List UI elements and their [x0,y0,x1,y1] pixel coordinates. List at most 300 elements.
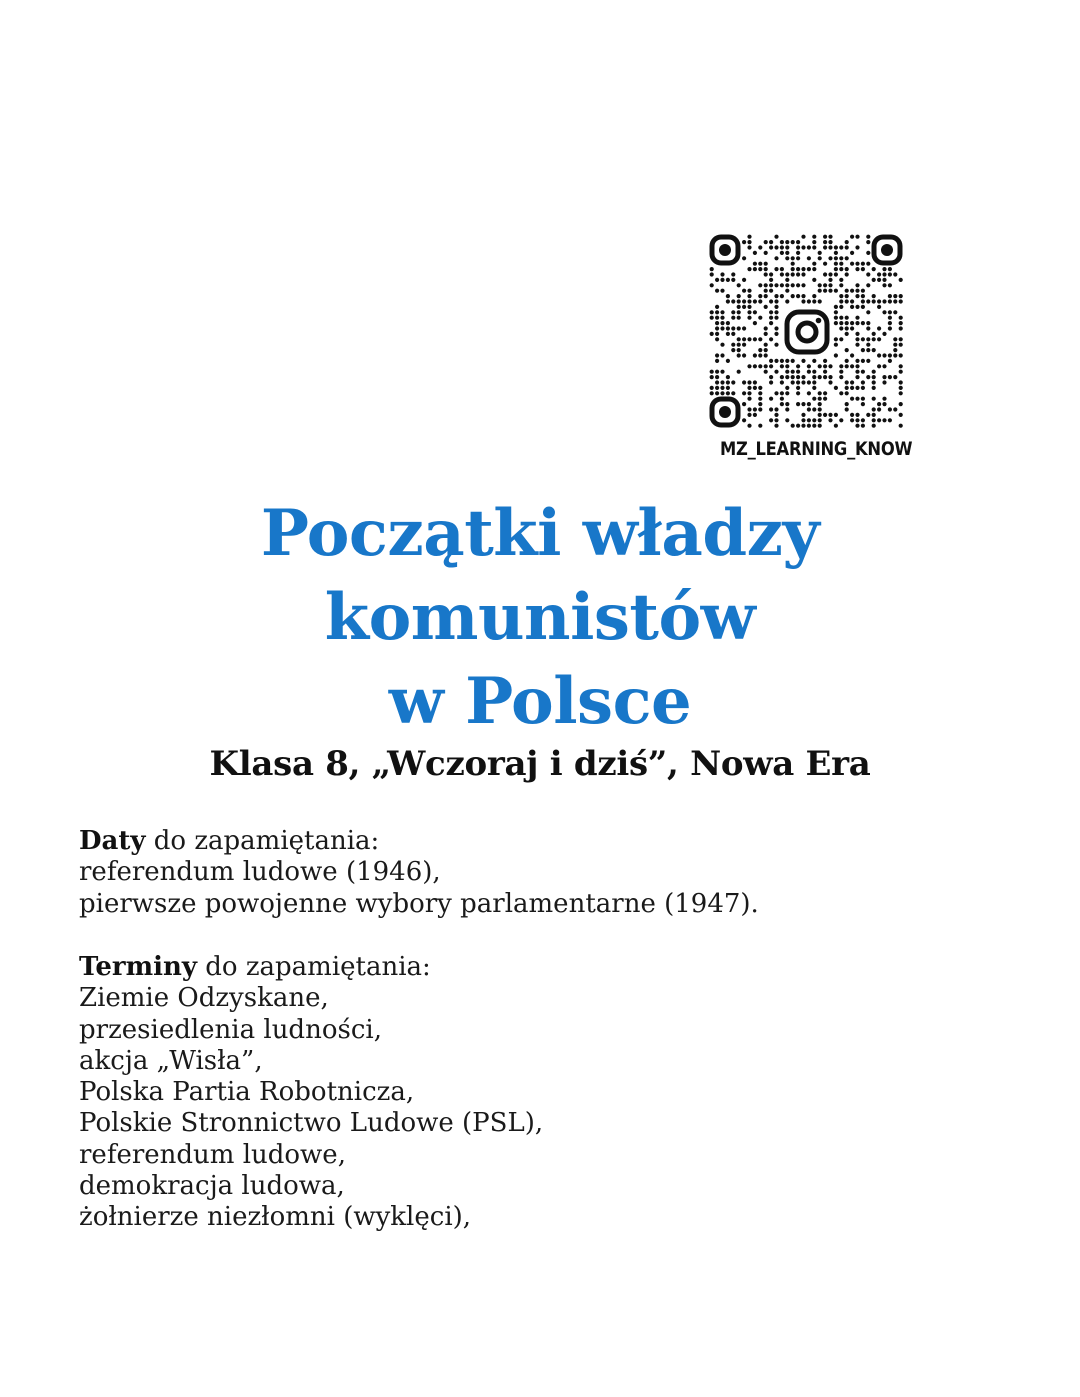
qr-dot [872,386,876,390]
qr-dot [747,305,751,309]
qr-dot [769,359,773,363]
qr-dot [818,283,822,287]
qr-dot [764,283,768,287]
qr-dot [877,305,881,309]
dates-heading-bold: Daty [79,826,146,856]
qr-dot [715,289,719,293]
qr-dot [737,337,741,341]
qr-dot [758,262,762,266]
qr-dot [785,391,789,395]
qr-dot [882,364,886,368]
qr-dot [839,262,843,266]
qr-dot [855,343,859,347]
qr-dot [747,424,751,428]
qr-dot [855,375,859,379]
qr-dot [758,337,762,341]
qr-dot [839,267,843,271]
qr-dot [715,370,719,374]
qr-dot [731,278,735,282]
qr-dot [888,359,892,363]
qr-dot [742,391,746,395]
qr-dot [747,310,751,314]
qr-dot [845,326,849,330]
qr-dot [818,413,822,417]
qr-dot [866,251,870,255]
qr-dot [872,267,876,271]
qr-dot [845,407,849,411]
qr-dot [893,343,897,347]
qr-dot [780,294,784,298]
qr-dot [753,310,757,314]
qr-dot [785,418,789,422]
qr-dot [893,294,897,298]
qr-dot [791,240,795,244]
qr-dot [796,245,800,249]
qr-dot [828,289,832,293]
qr-dot [742,337,746,341]
qr-dot [753,413,757,417]
qr-dot [726,375,730,379]
qr-dot [753,321,757,325]
qr-dot [872,380,876,384]
qr-dot [747,289,751,293]
qr-dot [774,283,778,287]
qr-dot [845,316,849,320]
qr-dot [796,424,800,428]
qr-dot [855,424,859,428]
qr-dot [774,359,778,363]
qr-dot [861,397,865,401]
qr-dot [742,418,746,422]
qr-dot [715,305,719,309]
qr-dot [899,299,903,303]
qr-dot [764,272,768,276]
qr-dot [710,370,714,374]
instagram-qr-code-icon[interactable] [709,234,903,428]
qr-dot [866,262,870,266]
qr-dot [801,424,805,428]
qr-dot [818,391,822,395]
qr-dot [726,332,730,336]
qr-dot [828,278,832,282]
qr-dot [753,251,757,255]
qr-dot [812,262,816,266]
qr-dot [828,256,832,260]
qr-dot [742,305,746,309]
qr-dot [764,262,768,266]
qr-dot [893,375,897,379]
qr-dot [780,364,784,368]
qr-dot [823,283,827,287]
qr-dot [747,299,751,303]
qr-dot [855,337,859,341]
qr-dot [747,245,751,249]
qr-dot [872,337,876,341]
qr-dot [791,262,795,266]
qr-dot [758,294,762,298]
qr-dot [769,299,773,303]
qr-dot [710,375,714,379]
instagram-handle: MZ_LEARNING_KNOW [720,438,913,460]
qr-dot [758,316,762,320]
subtitle: Klasa 8, „Wczoraj i dziś”, Nowa Era [209,744,871,784]
qr-dot [753,380,757,384]
qr-dot [818,407,822,411]
dates-heading [79,826,979,857]
qr-dot [872,370,876,374]
qr-dot [866,343,870,347]
qr-dot [899,380,903,384]
qr-dot [828,240,832,244]
qr-dot [861,348,865,352]
qr-dot [742,402,746,406]
qr-dot [823,413,827,417]
qr-dot [731,391,735,395]
qr-dot [780,272,784,276]
qr-dot [893,310,897,314]
qr-dot [720,353,724,357]
qr-dot [861,305,865,309]
qr-dot [834,316,838,320]
qr-dot [818,402,822,406]
qr-dot [877,364,881,368]
qr-dot [774,424,778,428]
qr-dot [742,380,746,384]
qr-dot [807,407,811,411]
title-line-1: Początki władzy [260,496,820,571]
qr-dot [850,386,854,390]
qr-dot [791,294,795,298]
qr-dot [845,267,849,271]
qr-dot [823,370,827,374]
qr-dot [812,294,816,298]
qr-dot [850,262,854,266]
qr-dot [737,283,741,287]
qr-dot [785,240,789,244]
qr-dot [899,402,903,406]
qr-dot [818,397,822,401]
list-item: demokracja ludowa, [79,1171,345,1202]
qr-dot [720,321,724,325]
qr-dot [888,353,892,357]
qr-dot [780,283,784,287]
qr-dot [823,364,827,368]
qr-dot [823,240,827,244]
terms-section [79,952,979,1234]
qr-dot [785,289,789,293]
qr-dot [774,326,778,330]
qr-dot [899,370,903,374]
qr-dot [828,364,832,368]
qr-dot [791,267,795,271]
qr-dot [796,375,800,379]
qr-dot [774,235,778,239]
qr-dot [807,256,811,260]
qr-dot [796,380,800,384]
qr-dot [710,332,714,336]
qr-dot [742,326,746,330]
qr-dot [855,294,859,298]
qr-dot [845,348,849,352]
qr-dot [834,256,838,260]
qr-dot [845,272,849,276]
qr-dot [850,299,854,303]
qr-dot [774,407,778,411]
qr-dot [861,262,865,266]
qr-dot [850,380,854,384]
qr-dot [731,310,735,314]
qr-dot [780,245,784,249]
qr-dot [747,407,751,411]
qr-dot [742,240,746,244]
qr-dot [845,289,849,293]
qr-dot [747,386,751,390]
qr-dot [855,413,859,417]
qr-dot [780,359,784,363]
qr-dot [812,386,816,390]
qr-dot [796,402,800,406]
qr-dot [834,386,838,390]
qr-dot [845,386,849,390]
qr-dot [785,359,789,363]
qr-dot [888,267,892,271]
qr-dot [828,235,832,239]
qr-dot [882,402,886,406]
qr-dot [774,294,778,298]
qr-dot [899,413,903,417]
qr-dot [882,278,886,282]
qr-dot [888,283,892,287]
qr-dot [893,272,897,276]
title-line-2: komunistów [324,580,756,655]
qr-dot [807,402,811,406]
qr-block [706,234,913,460]
qr-dot [882,375,886,379]
qr-dot [818,289,822,293]
qr-dot [823,289,827,293]
qr-dot [828,272,832,276]
qr-dot [774,245,778,249]
qr-dot [710,310,714,314]
qr-dot [715,316,719,320]
qr-dot [818,424,822,428]
qr-dot [780,375,784,379]
qr-dot [720,343,724,347]
qr-dot [812,424,816,428]
qr-dot [855,305,859,309]
qr-dot [828,413,832,417]
qr-dot [769,337,773,341]
qr-dot [801,272,805,276]
qr-dot [845,240,849,244]
qr-dot [855,245,859,249]
qr-dot [801,299,805,303]
qr-dot [801,245,805,249]
qr-dot [850,251,854,255]
qr-dot [877,353,881,357]
qr-dot [818,251,822,255]
qr-dot [807,380,811,384]
qr-dot [720,278,724,282]
qr-dot [893,407,897,411]
qr-dot [791,283,795,287]
qr-dot [774,316,778,320]
qr-dot [742,343,746,347]
qr-dot [715,386,719,390]
qr-dot [710,283,714,287]
qr-dot [780,402,784,406]
qr-dot [801,283,805,287]
terms-heading [79,952,979,983]
qr-dot [796,267,800,271]
qr-dot [839,278,843,282]
qr-dot [785,251,789,255]
list-item: Polskie Stronnictwo Ludowe (PSL), [79,1108,544,1139]
qr-dot [731,272,735,276]
qr-dot [861,337,865,341]
qr-dot [758,283,762,287]
qr-dot [780,380,784,384]
qr-dot [872,294,876,298]
qr-dot [861,386,865,390]
qr-dot [801,413,805,417]
qr-dot [866,375,870,379]
qr-dot [866,321,870,325]
qr-dot [850,235,854,239]
qr-dot [834,251,838,255]
qr-dot [877,337,881,341]
instagram-icon [782,307,832,357]
qr-dot [753,353,757,357]
qr-dot [855,267,859,271]
qr-dot [872,332,876,336]
qr-dot [877,299,881,303]
qr-dot [791,375,795,379]
qr-dot [888,272,892,276]
qr-dot [882,272,886,276]
qr-dot [726,321,730,325]
list-item: żołnierze niezłomni (wyklęci), [79,1202,472,1233]
qr-dot [774,310,778,314]
qr-dot [866,413,870,417]
qr-dot [882,380,886,384]
qr-dot [866,326,870,330]
list-item: pierwsze powojenne wybory parlamentarne (1947). [79,888,759,919]
qr-dot [758,245,762,249]
qr-dot [888,316,892,320]
qr-dot [737,305,741,309]
qr-dot [720,326,724,330]
qr-dot [834,353,838,357]
qr-dot [855,418,859,422]
qr-dot [769,321,773,325]
qr-dot [758,391,762,395]
qr-dot [731,343,735,347]
qr-dot [726,299,730,303]
list-item: Polska Partia Robotnicza, [79,1077,415,1108]
qr-dot [855,332,859,336]
qr-dot [747,294,751,298]
qr-dot [720,386,724,390]
qr-dot [791,359,795,363]
qr-dot [834,267,838,271]
qr-dot [758,364,762,368]
qr-dot [715,359,719,363]
qr-dot [807,418,811,422]
qr-dot [796,386,800,390]
qr-dot [764,326,768,330]
qr-dot [818,299,822,303]
qr-dot [774,418,778,422]
qr-dot [774,332,778,336]
qr-dot [715,310,719,314]
qr-dot [899,294,903,298]
qr-dot [861,267,865,271]
qr-dot [737,326,741,330]
qr-dot [899,391,903,395]
list-item: przesiedlenia ludności, [79,1014,382,1045]
qr-dot [861,418,865,422]
qr-dot [861,294,865,298]
qr-dot [747,235,751,239]
qr-dot [834,245,838,249]
qr-dot [882,310,886,314]
qr-dot [769,272,773,276]
qr-dot [758,407,762,411]
qr-dot [726,294,730,298]
qr-dot [764,305,768,309]
qr-dot [807,245,811,249]
qr-dot [828,283,832,287]
qr-dot [888,326,892,330]
qr-dot [812,245,816,249]
qr-dot [845,245,849,249]
qr-dot [834,321,838,325]
qr-dot [769,283,773,287]
qr-dot [882,418,886,422]
list-item: referendum ludowe (1946), [79,857,441,888]
qr-dot [855,262,859,266]
qr-dot [764,267,768,271]
qr-dot [861,424,865,428]
qr-dot [715,353,719,357]
qr-dot [753,337,757,341]
qr-dot [737,294,741,298]
qr-dot [861,321,865,325]
qr-dot [850,305,854,309]
qr-dot [796,294,800,298]
qr-dot [828,418,832,422]
qr-dot [839,245,843,249]
qr-dot [726,391,730,395]
qr-dot [855,359,859,363]
qr-dot [764,294,768,298]
qr-dot [812,359,816,363]
qr-dot [747,380,751,384]
qr-dot [855,321,859,325]
qr-dot [801,294,805,298]
qr-dot [774,299,778,303]
qr-dot [758,299,762,303]
qr-dot [872,348,876,352]
qr-dot [753,407,757,411]
qr-dot [780,251,784,255]
qr-dot [855,386,859,390]
qr-dot [866,337,870,341]
qr-dot [877,326,881,330]
qr-dot [753,386,757,390]
qr-dot [731,348,735,352]
